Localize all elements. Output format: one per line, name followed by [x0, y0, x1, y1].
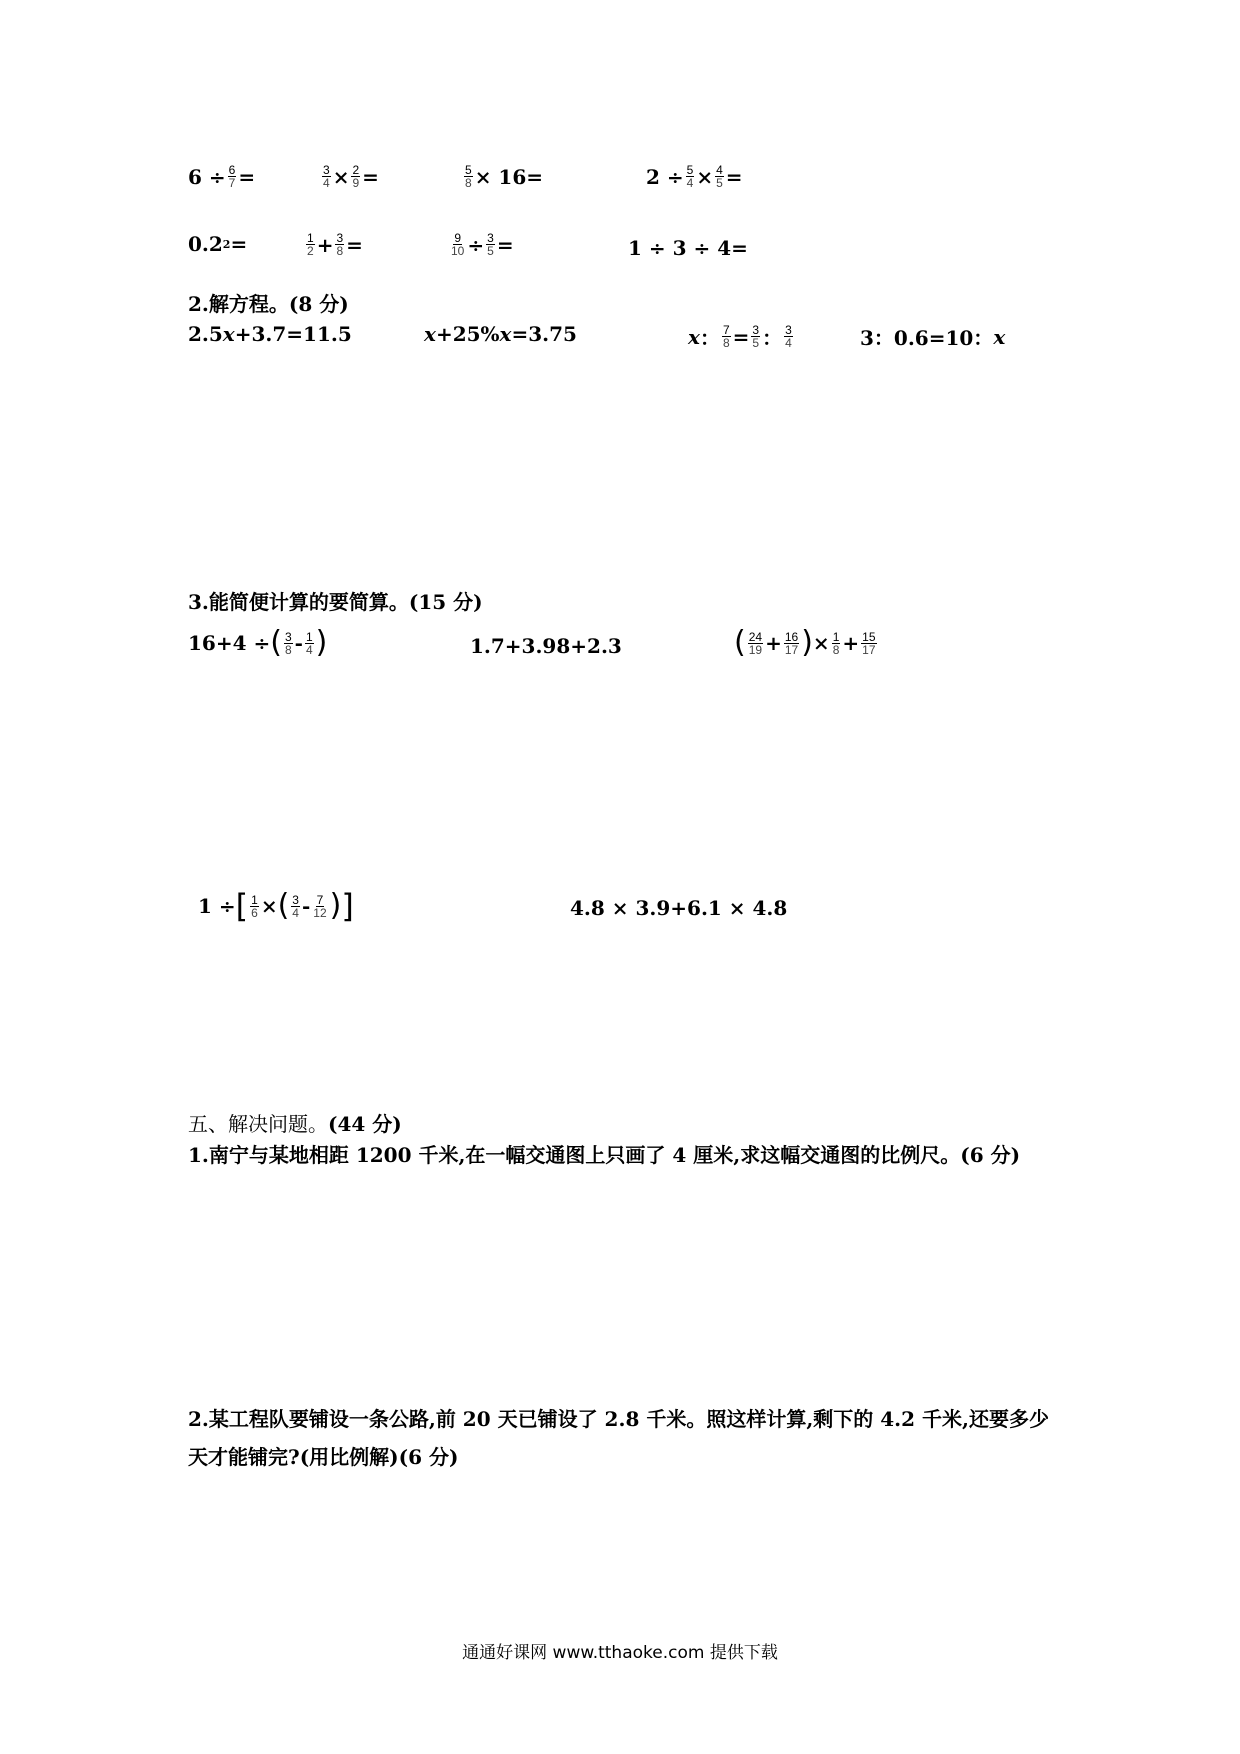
- page-footer: 通通好课网 www.tthaoke.com 提供下载: [462, 1643, 778, 1663]
- variable-x: x: [499, 322, 512, 346]
- fraction: $\frac{16}{17}$: [784, 629, 799, 657]
- fraction: $\frac{15}{17}$: [862, 629, 876, 657]
- oral-expr-1: [188, 164, 255, 189]
- oral-expr-7: [448, 232, 514, 257]
- expr-text: 1 ÷: [198, 894, 236, 918]
- right-paren: ): [801, 625, 813, 660]
- fraction: $\frac{1}{4}$: [305, 629, 313, 657]
- fraction: $\frac{3}{5}$: [487, 231, 494, 258]
- problem-1: 1.南宁与某地相距 1200 千米,在一幅交通图上只画了 4 厘米,求这幅交通图的比例尺。(6 分): [188, 1143, 1021, 1167]
- oral-expr-8: [628, 236, 748, 260]
- variable-x: x: [222, 322, 235, 346]
- fraction: $\frac{3}{8}$: [284, 629, 292, 657]
- expr-text: 0.2: [188, 232, 223, 256]
- fraction: $\frac{9}{10}$: [451, 231, 465, 258]
- section-5-title: [188, 1108, 402, 1137]
- fraction: $\frac{1}{8}$: [832, 629, 840, 657]
- operator: ×: [812, 631, 830, 655]
- equation-2: [424, 322, 577, 346]
- right-bracket: ]: [341, 887, 354, 925]
- exponent: 2: [222, 237, 231, 251]
- expr-text: =: [238, 164, 256, 189]
- expr-text: 1.7+3.98+2.3: [470, 634, 622, 658]
- operator: +: [765, 631, 782, 655]
- operator: +: [316, 232, 334, 257]
- calc-5: [570, 896, 787, 920]
- fraction: $\frac{7}{8}$: [722, 323, 730, 350]
- expr-text: × 16=: [474, 164, 543, 189]
- fraction: $\frac{1}{2}$: [307, 231, 314, 258]
- section-5-heading: 五、解决问题。: [188, 1112, 328, 1136]
- calc-2: [470, 634, 622, 658]
- oral-expr-4: [646, 164, 743, 189]
- equation-3: [688, 322, 795, 351]
- operator: ×: [332, 164, 350, 189]
- fraction: $\frac{4}{5}$: [716, 163, 723, 190]
- left-paren: (: [270, 625, 282, 660]
- fraction: $\frac{6}{7}$: [228, 163, 236, 190]
- operator: +: [842, 631, 860, 655]
- expr-text: 6 ÷: [188, 164, 226, 189]
- operator: ×: [696, 164, 714, 189]
- fraction: $\frac{1}{6}$: [251, 892, 258, 920]
- oral-expr-5: [188, 232, 247, 256]
- fraction: $\frac{5}{4}$: [686, 163, 694, 190]
- fraction: $\frac{3}{8}$: [336, 231, 344, 258]
- fraction: $\frac{7}{12}$: [313, 892, 327, 920]
- operator: ×: [260, 894, 278, 918]
- expr-text: ：: [762, 326, 783, 350]
- expr-text: =: [732, 324, 750, 349]
- variable-x: x: [424, 322, 436, 346]
- section-3-title: 3.能简便计算的要简算。(15 分): [188, 590, 483, 614]
- left-bracket: [: [235, 887, 249, 925]
- fraction: $\frac{3}{5}$: [752, 323, 760, 350]
- expr-text: =: [230, 232, 248, 256]
- calc-1: [188, 625, 328, 660]
- expr-text: =: [362, 164, 379, 189]
- oral-expr-3: [462, 164, 543, 189]
- operator: -: [301, 894, 311, 918]
- expr-text: =3.75: [511, 322, 577, 346]
- expr-text: +25%: [435, 322, 500, 346]
- fraction: $\frac{24}{19}$: [748, 629, 763, 657]
- calc-4: [198, 887, 354, 925]
- problem-2: 2.某工程队要铺设一条公路,前 20 天已铺设了 2.8 千米。照这样计算,剩下的 4.2 千米,还要多少天才能铺完?(用比例解)(6 分): [188, 1407, 1049, 1469]
- expr-text: 4.8 × 3.9+6.1 × 4.8: [570, 896, 788, 920]
- left-paren: (: [734, 625, 746, 660]
- expr-text: 16+4 ÷: [188, 631, 271, 655]
- expr-text: =: [725, 164, 743, 189]
- left-paren: (: [277, 888, 290, 923]
- calc-3: [734, 625, 879, 660]
- variable-x: x: [993, 324, 1006, 349]
- expr-text: 1 ÷ 3 ÷ 4=: [628, 236, 748, 260]
- fraction: $\frac{3}{4}$: [785, 323, 792, 350]
- expr-text: ：: [699, 326, 720, 350]
- operator: -: [294, 631, 303, 655]
- fraction: $\frac{3}{4}$: [292, 892, 299, 920]
- expr-text: =: [346, 232, 363, 257]
- section-2-title: 2.解方程。(8 分): [188, 292, 349, 316]
- operator: ÷: [467, 232, 485, 257]
- fraction: $\frac{2}{9}$: [352, 163, 360, 190]
- section-5-score: (44 分): [328, 1112, 402, 1136]
- expr-text: +3.7=11.5: [234, 322, 352, 346]
- expr-text: 2 ÷: [646, 164, 684, 189]
- oral-expr-2: [320, 164, 379, 189]
- fraction: $\frac{3}{4}$: [323, 163, 330, 190]
- equation-1: [188, 322, 352, 346]
- variable-x: x: [688, 324, 700, 349]
- expr-text: 2.5: [188, 322, 223, 346]
- right-paren: ): [329, 888, 342, 923]
- fraction: $\frac{5}{8}$: [465, 163, 472, 190]
- right-paren: ): [315, 625, 328, 660]
- oral-expr-6: [304, 232, 363, 257]
- expr-text: 3：0.6=10：: [860, 326, 994, 350]
- expr-text: =: [496, 232, 514, 257]
- equation-4: [860, 322, 1005, 351]
